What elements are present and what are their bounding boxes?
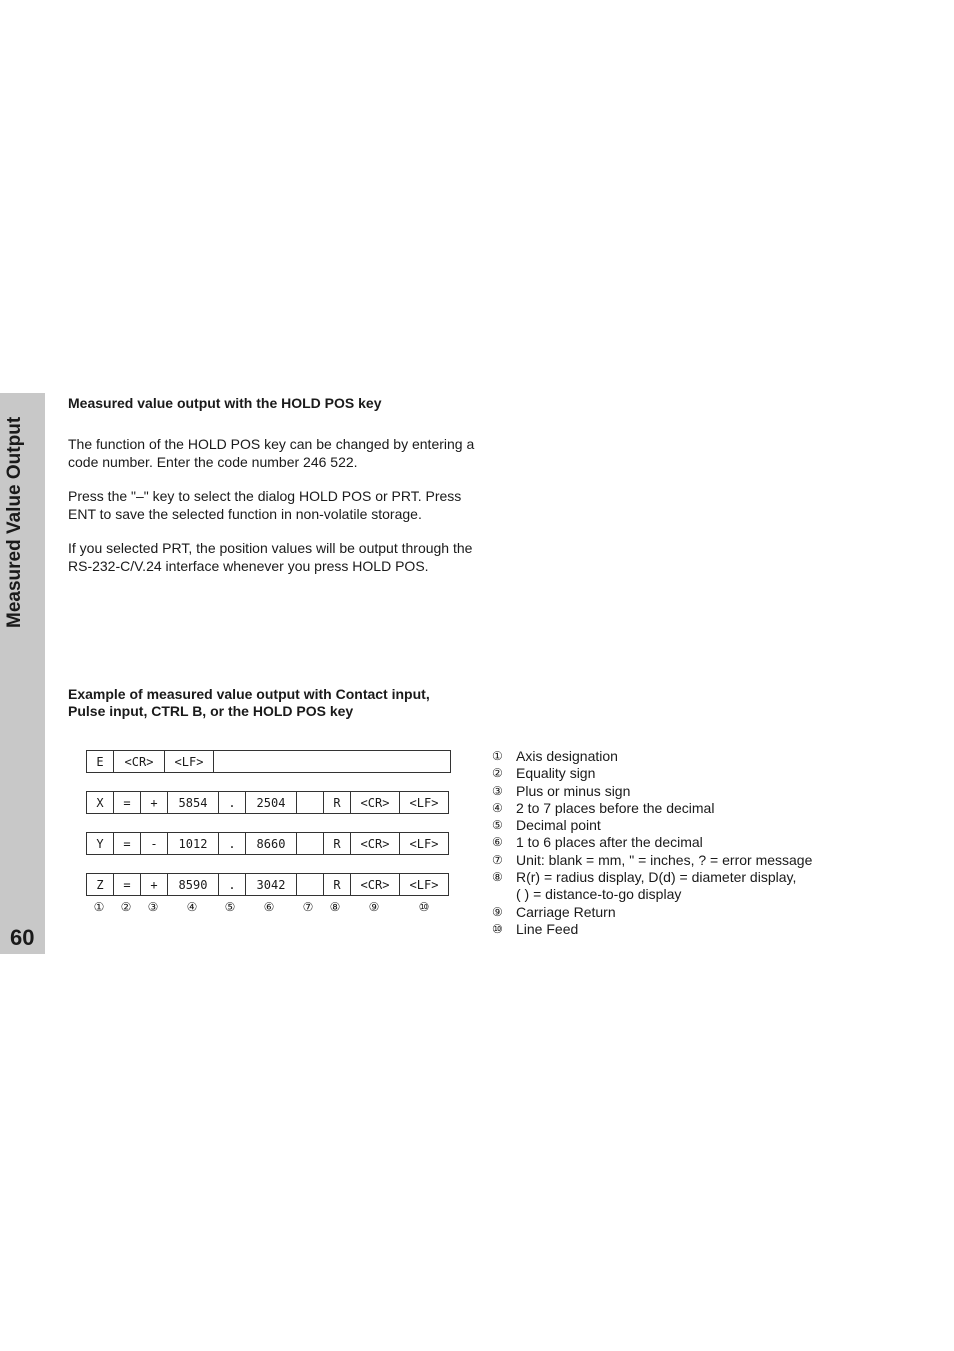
record-cell	[297, 833, 324, 855]
paragraph-prt-output: If you selected PRT, the position values will be output through the RS-232-C/V.24 interface whenever you press HOLD POS.	[68, 540, 473, 574]
field-marker: ⑩	[418, 900, 430, 914]
table-row	[87, 833, 449, 855]
legend-number: ⑦	[492, 852, 503, 867]
record-cell: <LF>	[400, 874, 449, 896]
table-row	[87, 874, 449, 896]
legend-number: ⑥	[492, 835, 503, 850]
record-cell: <CR>	[114, 751, 165, 773]
record-cell: =	[114, 833, 141, 855]
legend-number: ④	[492, 800, 503, 815]
record-cell: 5854	[168, 792, 219, 814]
record-cell: <CR>	[351, 792, 400, 814]
legend-item	[492, 834, 812, 851]
record-cell: +	[141, 792, 168, 814]
legend-item	[492, 921, 812, 938]
record-cell: 1012	[168, 833, 219, 855]
record-cell: 3042	[246, 874, 297, 896]
record-cell: -	[141, 833, 168, 855]
page-number: 60	[10, 925, 35, 950]
legend-item	[492, 869, 812, 886]
field-marker: ⑤	[224, 900, 236, 914]
legend-number: ①	[492, 749, 503, 763]
output-record-header	[86, 750, 451, 773]
legend-item	[492, 800, 812, 817]
legend-item	[492, 817, 812, 834]
legend-number: ②	[492, 766, 503, 781]
legend-text: Equality sign	[516, 765, 596, 782]
table-row	[87, 751, 451, 773]
legend-number: ⑩	[492, 921, 503, 936]
field-marker: ②	[120, 900, 132, 914]
record-cell: 2504	[246, 792, 297, 814]
record-cell: 8660	[246, 833, 297, 855]
record-cell	[297, 792, 324, 814]
table-row	[87, 792, 449, 814]
legend-number: ⑨	[492, 904, 503, 919]
heading-line-1: Example of measured value output with Contact input,	[68, 686, 430, 702]
legend-item	[492, 852, 812, 869]
legend-text: 1 to 6 places after the decimal	[516, 834, 703, 851]
record-cell: .	[219, 874, 246, 896]
record-cell: <LF>	[400, 833, 449, 855]
record-cell: Y	[87, 833, 114, 855]
record-cell: 8590	[168, 874, 219, 896]
legend-number: ⑤	[492, 818, 503, 833]
heading-line-2: Pulse input, CTRL B, or the HOLD POS key	[68, 703, 354, 719]
record-cell: E	[87, 751, 114, 773]
section-heading-example	[68, 686, 430, 720]
field-marker: ⑧	[329, 900, 341, 914]
paragraph-select-dialog: Press the "–" key to select the dialog HOLD POS or PRT. Press ENT to save the selected function in non-volatile storage.	[68, 488, 462, 522]
chapter-title: Measured Value Output	[4, 416, 25, 628]
legend-item	[492, 783, 812, 800]
legend-text: Plus or minus sign	[516, 782, 631, 799]
field-marker: ⑥	[263, 900, 275, 914]
legend-text: Line Feed	[516, 920, 579, 937]
record-cell: <CR>	[351, 874, 400, 896]
record-cell: +	[141, 874, 168, 896]
legend-text: Axis designation	[516, 748, 618, 764]
record-cell: =	[114, 874, 141, 896]
legend-number: ③	[492, 783, 503, 798]
legend-text: Unit: blank = mm, " = inches, ? = error message	[516, 851, 813, 868]
record-cell: R	[324, 874, 351, 896]
record-cell: =	[114, 792, 141, 814]
legend-text: Carriage Return	[516, 903, 616, 920]
section-heading-hold-pos: Measured value output with the HOLD POS key	[68, 395, 382, 411]
record-cell: <LF>	[165, 751, 214, 773]
record-cell: X	[87, 792, 114, 814]
field-marker: ①	[93, 900, 105, 914]
output-record-x	[86, 791, 449, 814]
legend-item	[492, 904, 812, 921]
field-marker: ⑦	[302, 900, 314, 914]
legend-item	[492, 748, 812, 765]
record-cell: R	[324, 833, 351, 855]
legend-number	[492, 886, 516, 903]
record-cell-empty	[214, 751, 451, 773]
output-record-y	[86, 832, 449, 855]
legend-text: R(r) = radius display, D(d) = diameter display,	[516, 869, 797, 886]
record-cell: .	[219, 792, 246, 814]
legend-text: Decimal point	[516, 817, 601, 834]
field-legend	[492, 748, 812, 938]
legend-item	[492, 886, 812, 903]
record-cell: .	[219, 833, 246, 855]
legend-item	[492, 765, 812, 782]
record-cell	[297, 874, 324, 896]
record-cell: R	[324, 792, 351, 814]
record-cell: <LF>	[400, 792, 449, 814]
field-marker: ③	[147, 900, 159, 914]
record-cell: Z	[87, 874, 114, 896]
legend-text: 2 to 7 places before the decimal	[516, 799, 715, 816]
output-record-z	[86, 873, 449, 896]
record-cell: <CR>	[351, 833, 400, 855]
legend-number: ⑧	[492, 870, 503, 885]
paragraph-code-number: The function of the HOLD POS key can be changed by entering a code number. Enter the code number 246 522.	[68, 436, 475, 470]
field-marker: ⑨	[368, 900, 380, 914]
legend-text: ( ) = distance-to-go display	[516, 886, 682, 903]
field-marker: ④	[186, 900, 198, 914]
